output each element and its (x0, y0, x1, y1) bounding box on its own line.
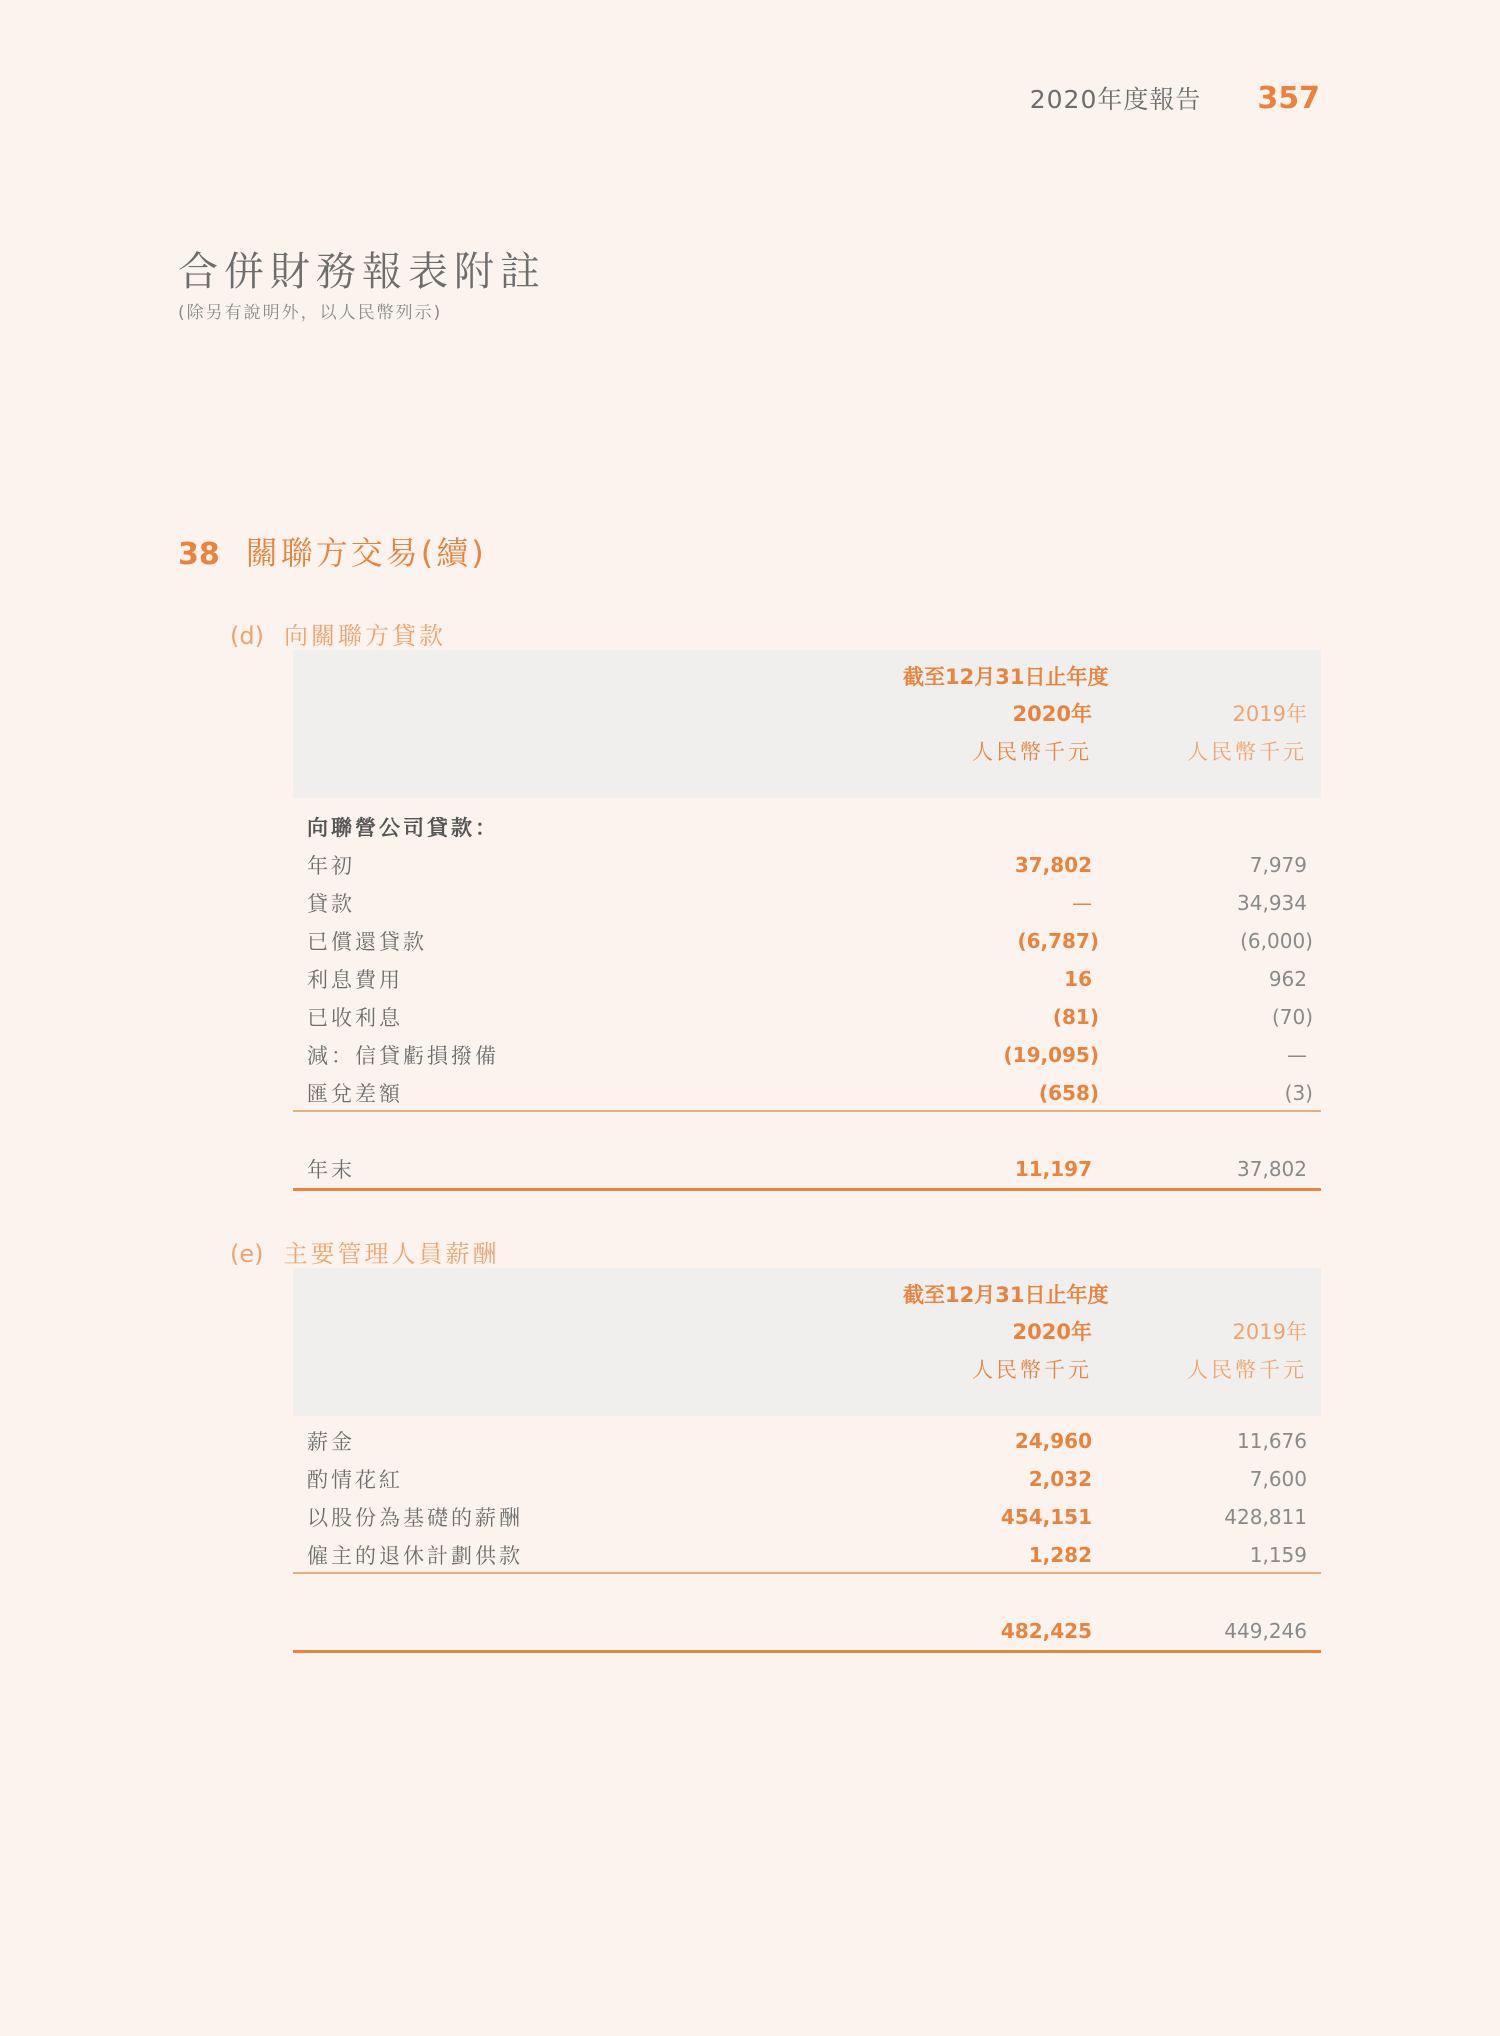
subsection-e-heading (230, 1234, 500, 1269)
value-2019: 428,811 (1224, 1505, 1307, 1529)
table-row (293, 1536, 1321, 1574)
row-label: 年初 (307, 854, 355, 878)
table-row (293, 1422, 1321, 1460)
total-2020: 482,425 (1000, 1619, 1092, 1643)
table-header: 截至12月31日止年度 2020年 2019年 人民幣千元 人民幣千元 (293, 1268, 1321, 1416)
compensation-table (293, 1268, 1321, 1653)
section-heading (178, 528, 487, 574)
value-2020: (6,787) (1017, 929, 1099, 953)
value-2020: 2,032 (1028, 1467, 1092, 1491)
unit-2019: 人民幣千元 (1187, 1358, 1307, 1382)
unit-2020: 人民幣千元 (972, 740, 1092, 764)
table-row (293, 998, 1321, 1036)
table-row (293, 1460, 1321, 1498)
column-2020: 2020年 (1012, 1320, 1092, 1344)
table-total-row (293, 1150, 1321, 1188)
table-row (293, 1036, 1321, 1074)
value-2020: 37,802 (1014, 853, 1092, 877)
table-row (293, 1074, 1321, 1112)
table-header: 截至12月31日止年度 2020年 2019年 人民幣千元 人民幣千元 (293, 650, 1321, 798)
table-row (293, 846, 1321, 884)
subsection-title: 向關聯方貸款 (283, 622, 446, 650)
document-subtitle: (除另有說明外，以人民幣列示) (178, 303, 443, 323)
subsection-letter: (d) (230, 622, 264, 650)
total-rule (293, 1188, 1321, 1191)
value-2019: (3) (1284, 1081, 1313, 1105)
table-row (293, 884, 1321, 922)
row-label: 利息費用 (307, 968, 403, 992)
document-title: 合併財務報表附註 (178, 249, 546, 295)
subsection-letter: (e) (230, 1240, 264, 1268)
row-label: 減：信貸虧損撥備 (307, 1044, 499, 1068)
value-2019: 1,159 (1249, 1543, 1307, 1567)
total-2019: 449,246 (1224, 1619, 1307, 1643)
section-title: 關聯方交易(續) (245, 534, 487, 572)
page-number: 357 (1257, 81, 1320, 116)
value-2020: 454,151 (1000, 1505, 1092, 1529)
table-row (293, 1498, 1321, 1536)
report-label: 2020年度報告 (1029, 85, 1202, 114)
row-label: 向聯營公司貸款： (307, 816, 499, 840)
value-2020: — (1072, 891, 1092, 915)
row-label: 僱主的退休計劃供款 (307, 1544, 523, 1568)
row-label: 已收利息 (307, 1006, 403, 1030)
column-2020: 2020年 (1012, 702, 1092, 726)
column-2019: 2019年 (1232, 1320, 1307, 1344)
value-2020: 16 (1064, 967, 1092, 991)
unit-2019: 人民幣千元 (1187, 740, 1307, 764)
loans-table (293, 650, 1321, 1191)
total-rule (293, 1650, 1321, 1653)
value-2019: 34,934 (1237, 891, 1307, 915)
table-row (293, 960, 1321, 998)
value-2019: (70) (1271, 1005, 1313, 1029)
column-2019: 2019年 (1232, 702, 1307, 726)
value-2020: (658) (1038, 1081, 1099, 1105)
value-2019: (6,000) (1240, 929, 1313, 953)
value-2020: (19,095) (1003, 1043, 1099, 1067)
row-label: 以股份為基礎的薪酬 (307, 1506, 523, 1530)
section-number: 38 (178, 537, 220, 572)
total-2019: 37,802 (1237, 1157, 1307, 1181)
subsection-title: 主要管理人員薪酬 (283, 1240, 500, 1268)
value-2019: — (1287, 1043, 1307, 1067)
value-2020: 1,282 (1028, 1543, 1092, 1567)
value-2019: 7,600 (1249, 1467, 1307, 1491)
table-row (293, 808, 1321, 846)
row-label: 貸款 (307, 892, 355, 916)
row-label: 酌情花紅 (307, 1468, 403, 1492)
value-2019: 962 (1268, 967, 1307, 991)
value-2019: 11,676 (1237, 1429, 1307, 1453)
row-label: 年末 (307, 1158, 355, 1182)
row-label: 匯兌差額 (307, 1082, 403, 1106)
row-label: 已償還貸款 (307, 930, 427, 954)
page-header (1030, 80, 1320, 116)
unit-2020: 人民幣千元 (972, 1358, 1092, 1382)
value-2020: 24,960 (1014, 1429, 1092, 1453)
subsection-d-heading (230, 616, 446, 651)
row-label: 薪金 (307, 1430, 355, 1454)
total-2020: 11,197 (1014, 1157, 1092, 1181)
table-row (293, 922, 1321, 960)
table-total-row (293, 1612, 1321, 1650)
value-2020: (81) (1052, 1005, 1099, 1029)
value-2019: 7,979 (1249, 853, 1307, 877)
